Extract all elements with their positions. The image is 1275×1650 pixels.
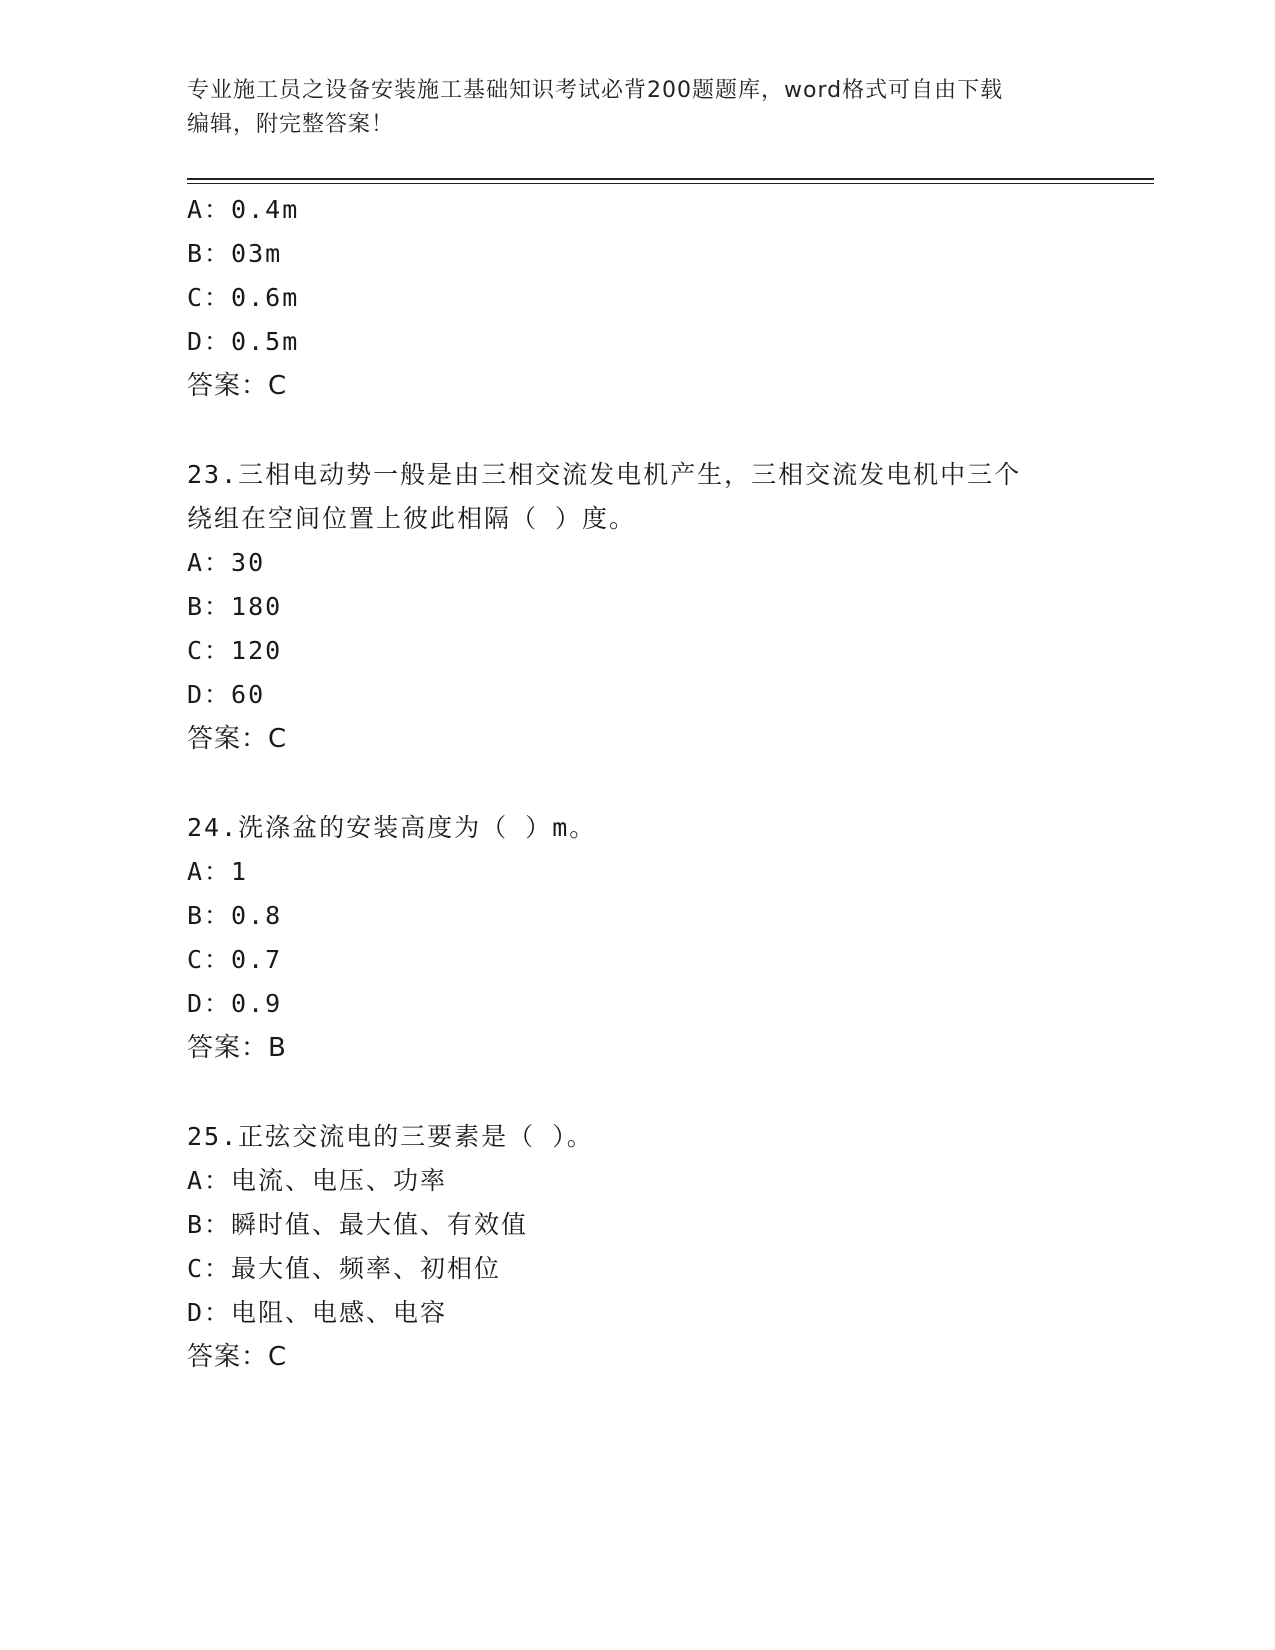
q23-option-c: C：120: [187, 636, 283, 665]
q24-option-b: B：0.8: [187, 901, 283, 930]
q23-option-b: B：180: [187, 592, 283, 621]
q22-answer: 答案：C: [187, 371, 288, 401]
header-line-1: 专业施工员之设备安装施工基础知识考试必背200题题库，word格式可自由下载: [187, 78, 1004, 103]
q25-question: 25.正弦交流电的三要素是（ ）。: [187, 1122, 594, 1151]
q24-option-d: D：0.9: [187, 989, 283, 1018]
q23-option-a: A：30: [187, 548, 266, 577]
q23-option-d: D：60: [187, 680, 266, 709]
q23-question-line-2: 绕组在空间位置上彼此相隔（ ）度。: [187, 504, 637, 533]
document-header: [187, 74, 1087, 142]
q25-option-b: B：瞬时值、最大值、有效值: [187, 1210, 529, 1239]
q24-question: 24.洗涤盆的安装高度为（ ）m。: [187, 813, 597, 842]
q25-option-d: D：电阻、电感、电容: [187, 1298, 448, 1327]
q25-option-c: C：最大值、频率、初相位: [187, 1254, 502, 1283]
q25-option-a: A：电流、电压、功率: [187, 1166, 448, 1195]
q24-answer: 答案：B: [187, 1033, 287, 1063]
q23-question-line-1: 23.三相电动势一般是由三相交流发电机产生，三相交流发电机中三个: [187, 460, 1022, 489]
q24-option-c: C：0.7: [187, 945, 283, 974]
header-rule-thin: [187, 183, 1154, 184]
q22-option-d: D：0.5m: [187, 327, 300, 356]
q24-option-a: A：1: [187, 857, 249, 886]
q23-answer: 答案：C: [187, 724, 288, 754]
header-rule-thick: [187, 178, 1154, 180]
q22-option-a: A：0.4m: [187, 195, 300, 224]
q22-option-b: B：03m: [187, 239, 283, 268]
q25-answer: 答案：C: [187, 1342, 288, 1372]
header-line-2: 编辑，附完整答案！: [187, 112, 395, 137]
q22-option-c: C：0.6m: [187, 283, 300, 312]
